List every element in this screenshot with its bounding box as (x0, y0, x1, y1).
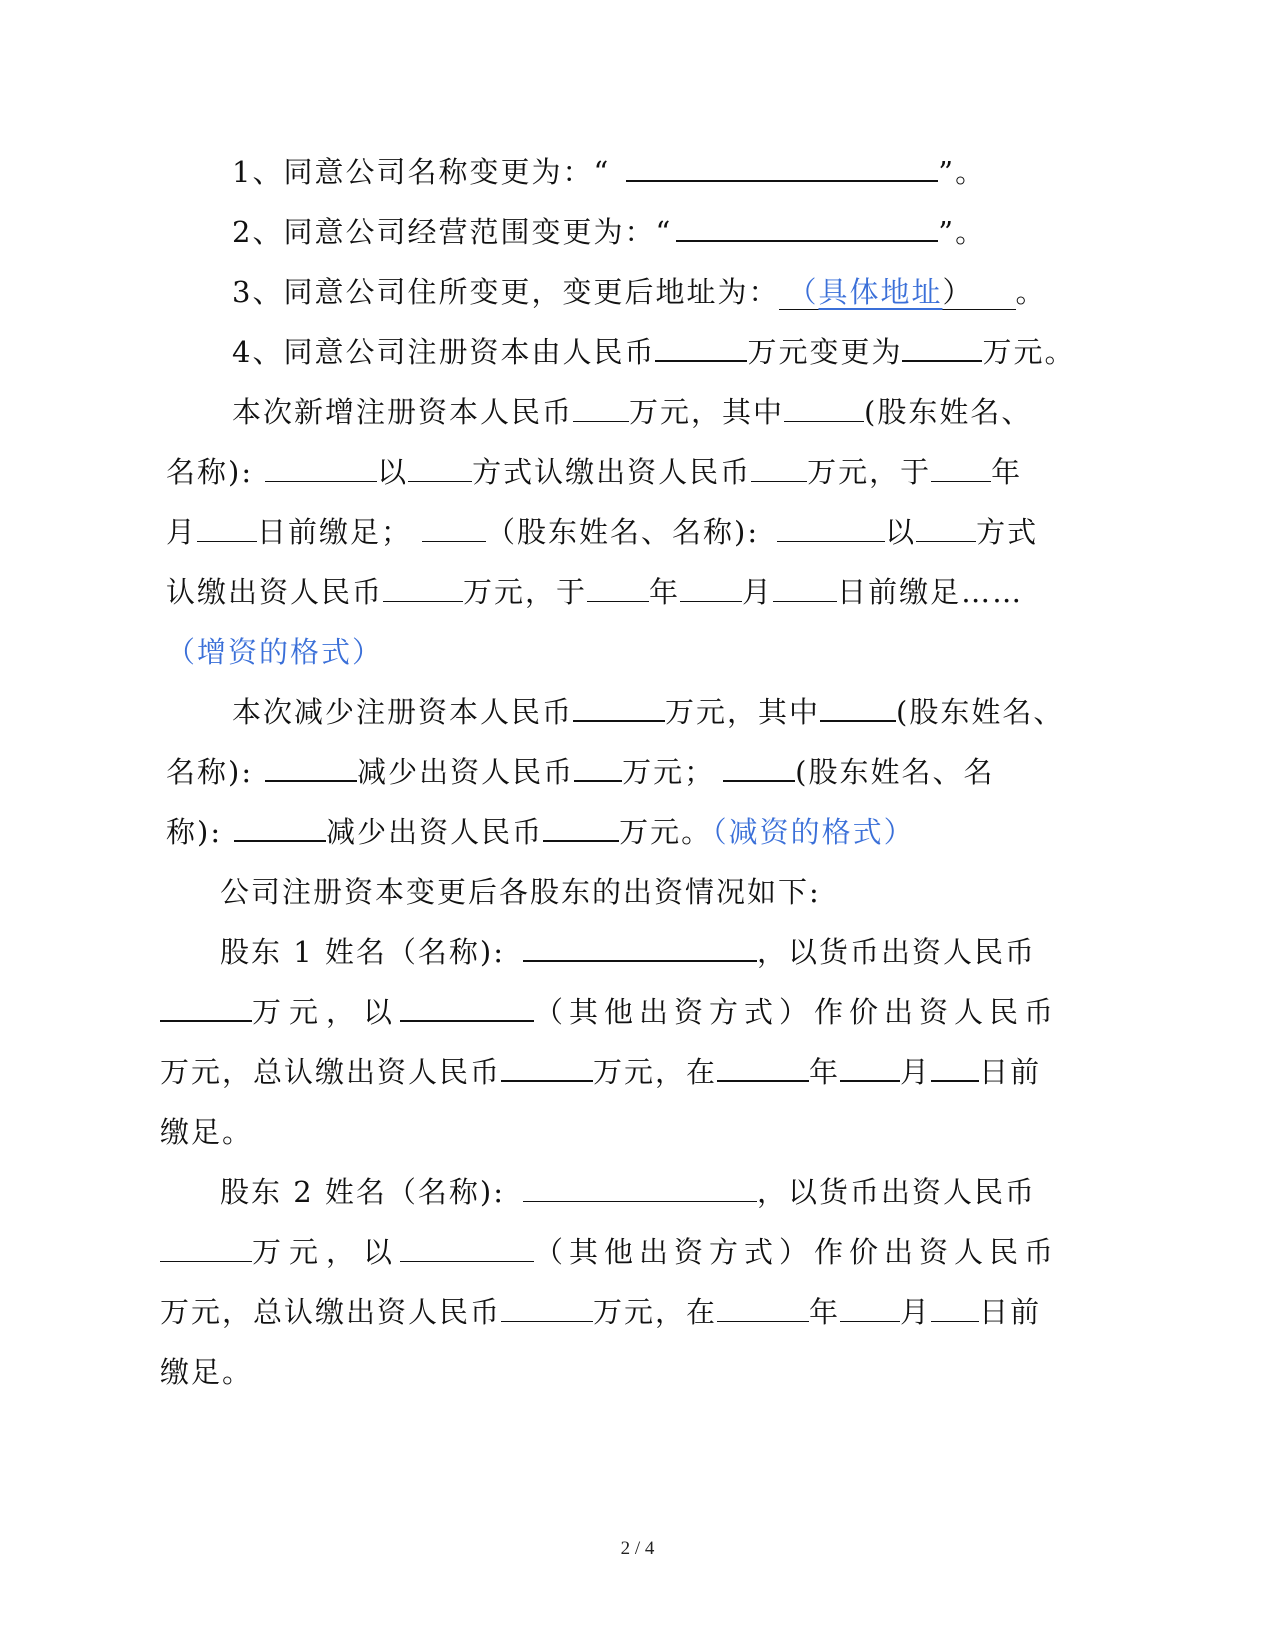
paren-open: （ (787, 275, 819, 309)
item-4 (232, 332, 1075, 372)
shareholder-1-line-3 (160, 1052, 1041, 1092)
shareholder-1-line-4: 缴足。 (160, 1115, 254, 1149)
text: 日前缴足…… (837, 575, 1024, 609)
text: 万元。 (619, 815, 713, 849)
shareholder-1-line-2 (160, 992, 1059, 1032)
text: 股东 2 姓名（名称): (220, 1175, 505, 1209)
text: 万元，于 (807, 455, 932, 489)
blank[interactable] (751, 453, 807, 482)
item-1 (232, 152, 986, 192)
company-name-blank[interactable] (626, 152, 938, 182)
item-2-text: 2、同意公司经营范围变更为：“ (232, 215, 673, 249)
decrease-format-note: （减资的格式） (712, 815, 915, 849)
item-2-end: ”。 (938, 215, 987, 249)
blank[interactable] (383, 573, 463, 602)
blank[interactable] (543, 812, 619, 842)
blank[interactable] (501, 1052, 593, 1082)
text: 年 (991, 455, 1023, 489)
text: 名称): (166, 455, 254, 489)
text: 万元，于 (463, 575, 588, 609)
item-4-text-c: 万元。 (982, 335, 1076, 369)
blank[interactable] (717, 1052, 809, 1082)
text: 月 (900, 1055, 932, 1089)
blank[interactable] (160, 992, 252, 1022)
blank[interactable] (400, 1233, 534, 1262)
shareholder-1-name-blank[interactable] (523, 932, 757, 962)
text: 减少出资人民币 (357, 755, 575, 789)
shareholder-2-name-blank[interactable] (523, 1173, 757, 1202)
text: 日前 (979, 1295, 1042, 1329)
text: 本次减少注册资本人民币 (232, 695, 574, 729)
item-4-text-b: 万元变更为 (747, 335, 903, 369)
blank[interactable] (840, 1293, 900, 1322)
text: 方式认缴出资人民币 (472, 455, 752, 489)
text: （其他出资方式）作价出资人民币 (534, 1235, 1060, 1269)
decrease-line-1 (232, 692, 1064, 732)
blank[interactable] (717, 1293, 809, 1322)
text: ，以货币出资人民币 (756, 935, 1036, 969)
blank[interactable] (680, 573, 742, 602)
text: （股东姓名、名称): (486, 515, 760, 549)
page-number: 2 / 4 (620, 1538, 655, 1559)
text: 称): (166, 815, 223, 849)
item-3-text: 3、同意公司住所变更，变更后地址为： (232, 275, 780, 309)
blank[interactable] (422, 513, 486, 542)
shareholder-2-line-3 (160, 1292, 1041, 1332)
shareholder-2-line-2 (160, 1232, 1059, 1272)
text: 万元； (622, 755, 716, 789)
text: 年 (809, 1055, 841, 1089)
text: (股东姓名、 (864, 395, 1033, 429)
text: 股东 1 姓名（名称): (220, 935, 505, 969)
blank[interactable] (573, 393, 629, 422)
decrease-line-3 (166, 812, 915, 852)
item-4-text-a: 4、同意公司注册资本由人民币 (232, 335, 656, 369)
item-1-text: 1、同意公司名称变更为：“ (232, 155, 611, 189)
shareholder-2-line-4: 缴足。 (160, 1355, 254, 1389)
blank[interactable] (574, 752, 622, 782)
text: 减少出资人民币 (326, 815, 544, 849)
blank[interactable] (840, 1052, 900, 1082)
blank[interactable] (784, 393, 864, 422)
text: 月 (166, 515, 198, 549)
blank[interactable] (777, 513, 885, 542)
text: 万元，在 (593, 1055, 718, 1089)
blank[interactable] (916, 513, 976, 542)
increase-line-3 (166, 512, 1038, 552)
blank[interactable] (587, 573, 649, 602)
text: 名称): (166, 755, 254, 789)
paren-close: ） (942, 275, 974, 309)
blank[interactable] (773, 573, 837, 602)
address-blank[interactable] (779, 275, 1015, 310)
text: 万元，总认缴出资人民币 (160, 1295, 502, 1329)
decrease-line-2 (166, 752, 994, 792)
blank[interactable] (931, 1052, 979, 1082)
text: 万元，总认缴出资人民币 (160, 1055, 502, 1089)
summary-line: 公司注册资本变更后各股东的出资情况如下: (220, 875, 821, 909)
text: 认缴出资人民币 (166, 575, 384, 609)
text: 年 (649, 575, 681, 609)
blank[interactable] (723, 752, 795, 782)
text: (股东姓名、名 (795, 755, 995, 789)
shareholder-1-line-1 (220, 932, 1036, 972)
text: 万元，其中 (629, 395, 785, 429)
increase-line-4 (166, 572, 1023, 612)
shareholder-2-line-1 (220, 1172, 1036, 1212)
new-capital-blank[interactable] (902, 332, 982, 362)
increase-line-2 (166, 452, 1022, 492)
blank[interactable] (931, 453, 991, 482)
text: 月 (742, 575, 774, 609)
blank[interactable] (234, 812, 326, 842)
old-capital-blank[interactable] (655, 332, 747, 362)
text: （其他出资方式）作价出资人民币 (534, 995, 1060, 1029)
item-3 (232, 272, 1047, 312)
item-1-end: ”。 (938, 155, 987, 189)
blank[interactable] (265, 752, 357, 782)
text: 年 (809, 1295, 841, 1329)
text: 万元，以 (252, 1235, 401, 1269)
blank[interactable] (931, 1293, 979, 1322)
blank[interactable] (197, 513, 257, 542)
text: 本次新增注册资本人民币 (232, 395, 574, 429)
increase-line-1 (232, 392, 1032, 432)
text: 以 (885, 515, 917, 549)
blank[interactable] (573, 692, 665, 722)
business-scope-blank[interactable] (676, 212, 938, 242)
text: 万元，其中 (665, 695, 821, 729)
increase-format-note: （增资的格式） (166, 635, 384, 669)
blank[interactable] (265, 453, 377, 482)
item-3-end: 。 (1015, 275, 1047, 309)
text: 日前缴足； (257, 515, 413, 549)
text: 月 (900, 1295, 932, 1329)
blank[interactable] (160, 1233, 252, 1262)
address-placeholder[interactable]: 具体地址 (818, 275, 943, 309)
text: 万元，在 (593, 1295, 718, 1329)
blank[interactable] (408, 453, 472, 482)
blank[interactable] (820, 692, 896, 722)
text: 以 (377, 455, 409, 489)
item-2 (232, 212, 986, 252)
text: (股东姓名、 (896, 695, 1065, 729)
blank[interactable] (501, 1293, 593, 1322)
blank[interactable] (400, 992, 534, 1022)
text: ，以货币出资人民币 (756, 1175, 1036, 1209)
text: 方式 (976, 515, 1039, 549)
text: 万元，以 (252, 995, 401, 1029)
text: 日前 (979, 1055, 1042, 1089)
